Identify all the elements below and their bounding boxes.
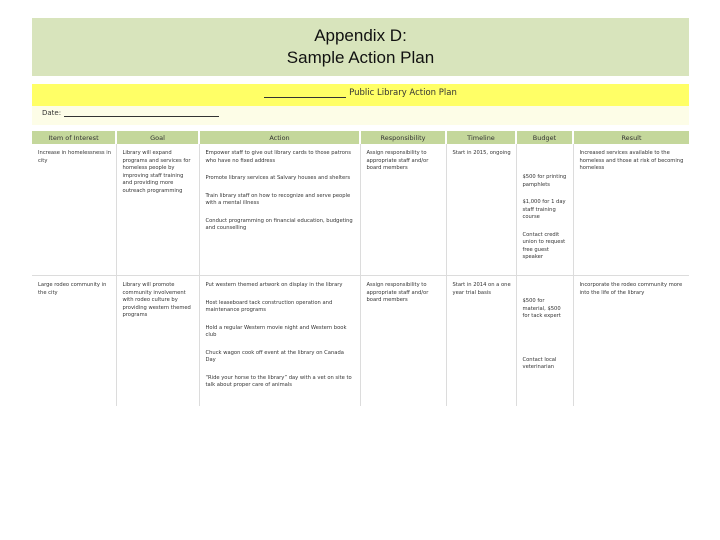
action-cell (199, 276, 360, 407)
timeline-cell: Start in 2015, ongoing (446, 144, 516, 276)
subtitle-text: Public Library Action Plan (349, 88, 457, 98)
header-action: Action (199, 131, 360, 144)
table-header-row (32, 131, 689, 144)
action-item: Train library staff on how to recognize and serve people with a mental illness (205, 192, 351, 207)
header-timeline: Timeline (446, 131, 516, 144)
goal-cell: Library will promote community involvement with rodeo culture by providing western themed programs (116, 276, 199, 407)
action-item: Hold a regular Western movie night and Western book club (205, 324, 347, 339)
table-row (32, 144, 689, 276)
page-title-line1: Appendix D: (314, 26, 407, 45)
date-blank (64, 116, 219, 117)
page-title-line2: Sample Action Plan (286, 48, 435, 67)
library-name-field (32, 88, 689, 98)
action-item: Empower staff to give out library cards to those patrons who have no fixed address (205, 150, 351, 164)
action-item: Conduct programming on financial education, budgeting and counselling (205, 217, 353, 232)
action-item: Host leaseboard tack construction operation and maintenance programs (205, 299, 333, 314)
item-cell: Large rodeo community in the city (32, 276, 116, 407)
result-cell: Increased services available to the homeless and those at risk of becoming homeless (573, 144, 689, 276)
budget-item: $1,000 for 1 day staff training course (522, 199, 566, 221)
action-item: Chuck wagon cook off event at the library on Canada Day (205, 349, 344, 364)
subtitle-banner (32, 84, 689, 106)
responsibility-cell: Assign responsibility to appropriate staff and/or board members (360, 144, 446, 276)
budget-cell (516, 276, 573, 407)
action-item: Promote library services at Salvary houses and shelters (205, 175, 351, 182)
header-responsibility: Responsibility (360, 131, 446, 144)
date-row (32, 106, 689, 125)
budget-cell (516, 144, 573, 276)
timeline-cell: Start in 2014 on a one year trial basis (446, 276, 516, 407)
item-cell: Increase in homelessness in city (32, 144, 116, 276)
responsibility-cell: Assign responsibility to appropriate staff and/or board members (360, 276, 446, 407)
goal-cell: Library will expand programs and services for homeless people by improving staff training and providing more outreach programming (116, 144, 199, 276)
library-name-blank (264, 89, 346, 98)
action-plan-table (32, 131, 689, 406)
header-item-of-interest: Item of Interest (32, 131, 116, 144)
budget-item: Contact local veterinarian (522, 356, 557, 371)
title-banner (32, 18, 689, 76)
budget-item: $500 for material, $500 for tack expert (522, 298, 561, 320)
header-result: Result (573, 131, 689, 144)
action-cell (199, 144, 360, 276)
budget-item: Contact credit union to request free guest speaker (522, 231, 566, 261)
date-label: Date: (42, 109, 62, 117)
action-item: Put western themed artwork on display in the library (205, 282, 343, 288)
table-row (32, 276, 689, 407)
header-goal: Goal (116, 131, 199, 144)
header-budget: Budget (516, 131, 573, 144)
budget-item: $500 for printing pamphlets (522, 174, 567, 188)
action-item: “Ride your horse to the library” day with a vet on site to talk about proper care of animals (205, 374, 352, 389)
result-cell: Incorporate the rodeo community more into the life of the library (579, 282, 683, 296)
